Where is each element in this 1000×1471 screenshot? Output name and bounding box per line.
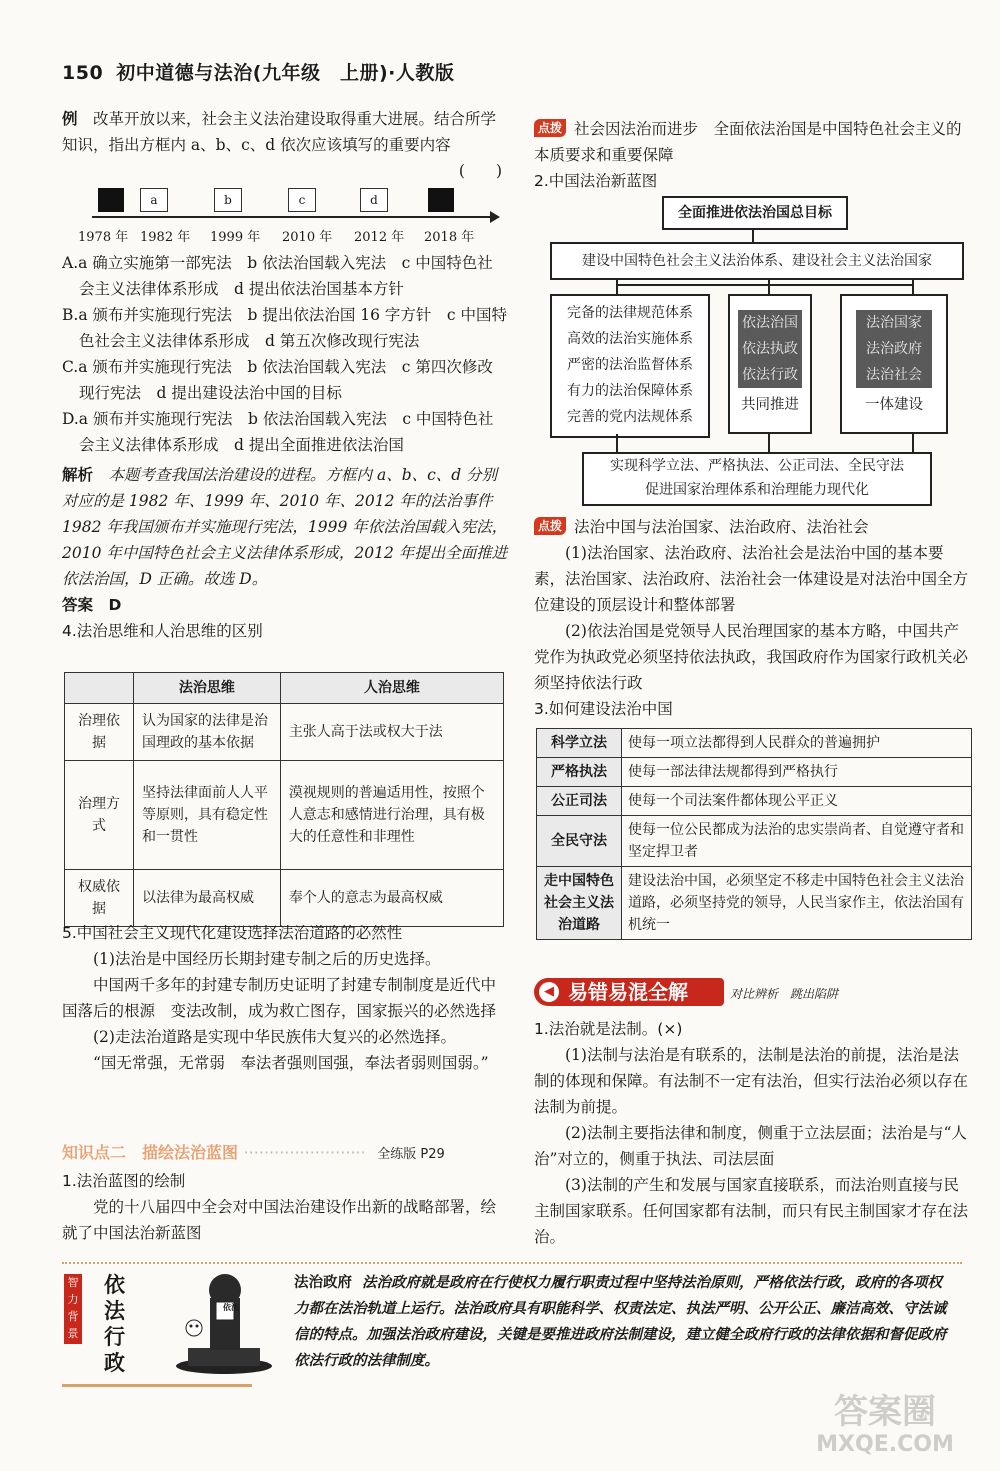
- error-section: [534, 1016, 972, 1250]
- how-value: 建设法治中国，必须坚定不移走中国特色社会主义法治道路，必须坚持党的领导，人民当家作主，依法治国有机统一: [622, 867, 972, 940]
- example-stem: [62, 106, 508, 158]
- watermark: [790, 1392, 980, 1458]
- tip-tag: 点拨: [534, 119, 566, 137]
- tip2-p1: (1)法治国家、法治政府、法治社会是法治中国的基本要素，法治国家、法治政府、法治社会一体建设是对法治中国全方位建设的顶层设计和整体部署: [534, 544, 969, 614]
- section5: [62, 920, 508, 1076]
- timeline-box-2018: [428, 188, 454, 212]
- tip1-text: 社会因法治而进步 全面依法治国是中国特色社会主义的本质要求和重要保障: [534, 120, 962, 164]
- option-d: D.a 颁布并实施现行宪法 b 依法治国载入宪法 c 中国特色社会主义法律体系形成 d 提出全面推进依法治国: [62, 410, 494, 454]
- diagram-second-level: 建设中国特色社会主义法治体系、建设社会主义法治国家: [550, 242, 964, 280]
- footer-text: [294, 1270, 954, 1374]
- diagram-connector: [616, 434, 618, 454]
- how-value: 使每一项立法都得到人民群众的普遍拥护: [622, 729, 972, 758]
- example-options: [62, 250, 508, 644]
- book-title: 初中道德与法治(九年级 上册)·人教版: [116, 62, 455, 84]
- error-p2: (2)法制主要指法律和制度，侧重于立法层面；法治是与“人治”对立的，侧重于执法、司法层面: [534, 1124, 967, 1168]
- timeline-box-b: b: [214, 188, 242, 212]
- tip2-title: [534, 514, 972, 540]
- error-title: 1.法治就是法制。(×): [534, 1020, 683, 1038]
- banner-title: 易错易混全解: [568, 980, 688, 1004]
- diagram-connector: [768, 278, 770, 294]
- watermark-line2: MXQE.COM: [816, 1432, 954, 1457]
- how-to-build-table: [536, 728, 972, 940]
- year-1978: 1978 年: [78, 230, 129, 245]
- section5-title: 5.中国社会主义现代化建设选择法治道路的必然性: [62, 924, 403, 942]
- section4-title: 4.法治思维和人治思维的区别: [62, 622, 263, 640]
- row-label: 治理方式: [65, 761, 134, 870]
- diagram-left-item: 有力的法治保障体系: [567, 383, 693, 399]
- diagram-left-item: 高效的法治实施体系: [567, 331, 693, 347]
- option-a: A.a 确立实施第一部宪法 b 依法治国载入宪法 c 中国特色社会主义法律体系形成 d 提出依法治国基本方针: [62, 254, 493, 298]
- diagram-connector: [616, 284, 914, 286]
- answer-label: 答案: [62, 596, 94, 614]
- left-column: [62, 106, 508, 184]
- error-p1: (1)法制与法治是有联系的，法制是法治的前提，法治是法制的体现和保障。有法制不一定有法治，但实行法治必须以存在法制为前提。: [534, 1046, 969, 1116]
- section3-title: 3.如何建设法治中国: [534, 700, 673, 718]
- diagram-right-dark: [856, 310, 932, 388]
- diagram-mid-item: 依法治国: [742, 315, 798, 331]
- timeline-box-c: c: [288, 188, 316, 212]
- diagram-right-item: 法治社会: [866, 367, 922, 383]
- timeline-axis: [92, 216, 492, 218]
- diagram-connector: [752, 228, 754, 242]
- timeline-arrow: [490, 211, 500, 223]
- diagram-right-caption: 一体建设: [865, 397, 923, 413]
- diagram-left-item: 严密的法治监督体系: [567, 357, 693, 373]
- diagram-connector: [768, 434, 770, 454]
- table-cell: 奉个人的意志为最高权威: [280, 870, 503, 927]
- diagram-top-goal: 全面推进依法治国总目标: [662, 196, 848, 230]
- footer-term: 法治政府: [294, 1275, 352, 1291]
- footer-panel: [62, 1262, 962, 1384]
- diagram-right-item: 法治政府: [866, 341, 922, 357]
- banner-arrow-icon: ◀: [539, 982, 559, 1002]
- timeline-box-d: d: [360, 188, 388, 212]
- table-header-row: [65, 673, 504, 704]
- knowledge-point-2-ref: 全练版 P29: [377, 1147, 445, 1162]
- table-header-blank: [65, 673, 134, 704]
- diagram-connector: [912, 278, 914, 294]
- how-value: 使每一个司法案件都体现公平正义: [622, 787, 972, 816]
- error-section-banner: [534, 978, 724, 1006]
- year-1982: 1982 年: [140, 230, 191, 245]
- table-cell: 坚持法律面前人人平等原则，具有稳定性和一贯性: [134, 761, 281, 870]
- page-number: 150: [62, 62, 104, 84]
- timeline-box-a: a: [140, 188, 168, 212]
- table-row: [537, 758, 972, 787]
- analysis-label: 解析: [62, 466, 94, 484]
- gavel-figure-icon: [158, 1268, 290, 1378]
- timeline-box-1978: [98, 188, 124, 212]
- table-row: [537, 729, 972, 758]
- table-row: [65, 704, 504, 761]
- table-row: [537, 867, 972, 940]
- blueprint-section: [62, 1168, 508, 1246]
- section5-p1: (1)法治是中国经历长期封建专制之后的历史选择。: [93, 950, 441, 968]
- diagram-mid-box: [728, 294, 812, 434]
- diagram-bottom-line1: 实现科学立法、严格执法、公正司法、全民守法: [610, 458, 904, 474]
- blueprint-text: 党的十八届四中全会对中国法治建设作出新的战略部署，绘就了中国法治新蓝图: [62, 1198, 497, 1242]
- table-row: [537, 787, 972, 816]
- option-b: B.a 颁布并实施现行宪法 b 提出依法治国 16 字方针 c 中国特色社会主义法律体系形成 d 第五次修改现行宪法: [62, 306, 508, 350]
- diagram-left-box: [550, 294, 710, 438]
- diagram-mid-caption: 共同推进: [741, 397, 799, 413]
- blueprint-diagram: [540, 196, 970, 506]
- table-cell: 认为国家的法律是治国理政的基本依据: [134, 704, 281, 761]
- example-stem-text: 改革开放以来，社会主义法治建设取得重大进展。结合所学知识，指出方框内 a、b、c、d 依次应该填写的重要内容: [62, 110, 497, 154]
- footer-vertical-title: 依法行政: [104, 1273, 125, 1375]
- option-c: C.a 颁布并实施现行宪法 b 依法治国载入宪法 c 第四次修改现行宪法 d 提出建设法治中国的目标: [62, 358, 493, 402]
- tip2-tag: 点拨: [534, 517, 566, 535]
- tip2-p2: (2)依法治国是党领导人民治理国家的基本方略，中国共产党作为执政党必须坚持依法执政，我国政府作为国家行政机关必须坚持依法行政: [534, 622, 969, 692]
- section5-p3: (2)走法治道路是实现中华民族伟大复兴的必然选择。: [93, 1028, 456, 1046]
- table-header-rule-of-man: 人治思维: [280, 673, 503, 704]
- table-row: [65, 761, 504, 870]
- banner-subtitle: 对比辨析 跳出陷阱: [730, 987, 839, 1001]
- footer-side-tag: 智力背景: [64, 1274, 82, 1344]
- year-2018: 2018 年: [424, 230, 475, 245]
- footer-underline: [62, 1384, 252, 1387]
- example-label: 例: [62, 110, 78, 128]
- diagram-left-item: 完善的党内法规体系: [567, 409, 693, 425]
- diagram-mid-dark: [738, 310, 802, 388]
- answer-bracket: ( ): [458, 162, 502, 180]
- row-label: 治理依据: [65, 704, 134, 761]
- year-1999: 1999 年: [210, 230, 261, 245]
- how-key: 公正司法: [537, 787, 622, 816]
- how-key: 走中国特色社会主义法治道路: [537, 867, 622, 940]
- watermark-line1: 答案圈: [834, 1392, 936, 1432]
- row-label: 权威依据: [65, 870, 134, 927]
- table-row: [537, 816, 972, 867]
- blueprint-diagram-title: 2.中国法治新蓝图: [534, 172, 658, 190]
- table-cell: 以法律为最高权威: [134, 870, 281, 927]
- gavel-badge: 依法: [223, 1303, 239, 1312]
- year-2010: 2010 年: [282, 230, 333, 245]
- analysis-text: 本题考查我国法治建设的进程。方框内 a、b、c、d 分别对应的是 1982 年、1999 年、2010 年、2012 年的法治事件 1982 年我国颁布并实施现行宪法，1999 年依法治国载入宪法，2010 年中国特色社会主义法律体系形成，2012 年提出全面推进依法治国，D 正确。故选 D。: [62, 466, 508, 588]
- table-cell: 主张人高于法或权大于法: [280, 704, 503, 761]
- knowledge-point-2: 知识点二 描绘法治蓝图 ························ 全练版 P29: [62, 1143, 445, 1162]
- tip1: [534, 116, 972, 168]
- diagram-connector: [912, 434, 914, 454]
- diagram-connector: [616, 278, 618, 294]
- how-value: 使每一部法律法规都得到严格执行: [622, 758, 972, 787]
- knowledge-point-2-title: 知识点二 描绘法治蓝图: [62, 1143, 239, 1162]
- footer-body: 法治政府就是政府在行使权力履行职责过程中坚持法治原则，严格依法行政，政府的各项权力都在法治轨道上运行。法治政府具有职能科学、权责法定、执法严明、公开公正、廉洁高效、守法诚信的特点。加强法治政府建设，关键是要推进政府法制建设，建立健全政府行政的法律依据和督促政府依法行政的法律制度。: [294, 1274, 947, 1369]
- tip2: [534, 514, 972, 722]
- year-2012: 2012 年: [354, 230, 405, 245]
- diagram-right-box: [840, 294, 948, 434]
- diagram-left-item: 完备的法律规范体系: [567, 305, 693, 321]
- section5-p2: 中国两千多年的封建专制历史证明了封建专制制度是近代中国落后的根源 变法改制，成为救亡图存，国家振兴的必然选择: [62, 976, 497, 1020]
- timeline: [62, 182, 508, 248]
- page-header: [62, 58, 454, 85]
- how-key: 科学立法: [537, 729, 622, 758]
- how-value: 使每一位公民都成为法治的忠实崇尚者、自觉遵守者和坚定捍卫者: [622, 816, 972, 867]
- how-key: 严格执法: [537, 758, 622, 787]
- comparison-table: [64, 672, 504, 927]
- answer: [62, 592, 508, 618]
- error-p3: (3)法制的产生和发展与国家直接联系，而法治则直接与民主制国家联系。任何国家都有法制，而只有民主制国家才存在法治。: [534, 1176, 969, 1246]
- diagram-bottom-line2: 促进国家治理体系和治理能力现代化: [645, 482, 869, 498]
- table-header-rule-of-law: 法治思维: [134, 673, 281, 704]
- section5-p4: “国无常强，无常弱 奉法者强则国强，奉法者弱则国弱。”: [93, 1054, 489, 1072]
- diagram-bottom-box: [582, 452, 932, 506]
- analysis: [62, 462, 508, 592]
- answer-value: D: [108, 596, 122, 614]
- diagram-mid-item: 依法执政: [742, 341, 798, 357]
- table-row: [65, 870, 504, 927]
- diagram-right-item: 法治国家: [866, 315, 922, 331]
- table-cell: 漠视规则的普遍适用性，按照个人意志和感情进行治理，具有极大的任意性和非理性: [280, 761, 503, 870]
- right-column-top: [534, 116, 972, 194]
- diagram-mid-item: 依法行政: [742, 367, 798, 383]
- tip2-title-text: 法治中国与法治国家、法治政府、法治社会: [574, 518, 869, 536]
- how-key: 全民守法: [537, 816, 622, 867]
- blueprint-title: 1.法治蓝图的绘制: [62, 1172, 186, 1190]
